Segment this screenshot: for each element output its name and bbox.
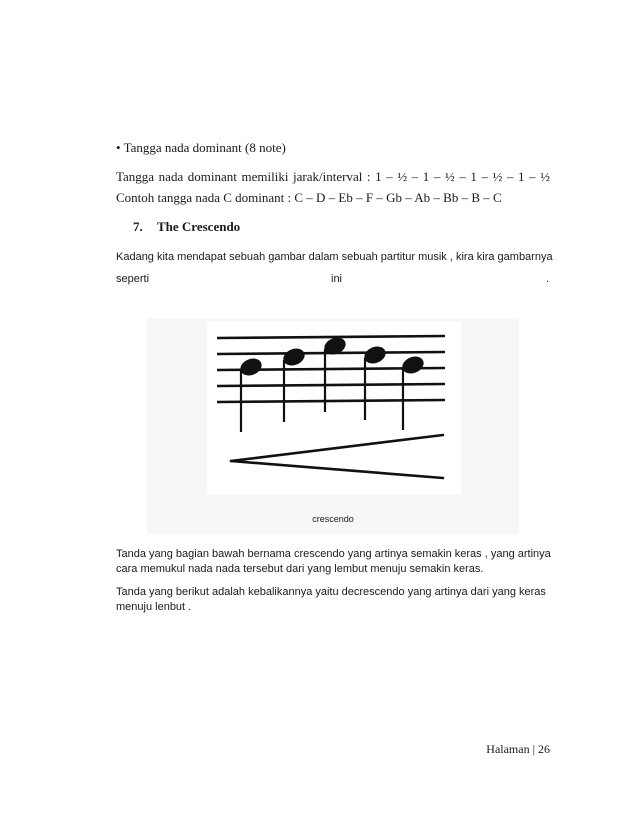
bullet-heading: • Tangga nada dominant (8 note)	[116, 140, 286, 155]
page-number: Halaman | 26	[486, 742, 550, 756]
decrescendo-explanation: Tanda yang berikut adalah kebalikannya yaitu decrescendo yang artinya dari yang keras menuju lenbut .	[116, 586, 546, 613]
section-heading	[133, 219, 240, 235]
intro-text-line1: Kadang kita mendapat sebuah gambar dalam sebuah partitur musik , kira kira gambarnya	[116, 251, 553, 263]
intro-text-line2	[116, 273, 550, 287]
example-sentence: Contoh tangga nada C dominant : C – D – Eb – F – Gb – Ab – Bb – B – C	[116, 190, 502, 205]
interval-sentence: Tangga nada dominant memiliki jarak/interval : 1 – ½ – 1 – ½ – 1 – ½ – 1 – ½	[116, 169, 550, 184]
section-number: 7.	[133, 219, 143, 234]
intro-word-seperti: seperti	[116, 273, 150, 285]
crescendo-figure	[147, 318, 519, 534]
intro-word-ini: ini	[331, 273, 343, 285]
crescendo-explanation: Tanda yang bagian bawah bernama crescendo yang artinya semakin keras , yang artinya cara memukul nada nada tersebut dari yang lembut menuju semakin keras.	[116, 548, 551, 575]
intro-period: .	[546, 273, 550, 285]
section-title: The Crescendo	[157, 219, 241, 234]
figure-caption: crescendo	[312, 514, 354, 524]
crescendo-illustration	[207, 322, 461, 494]
